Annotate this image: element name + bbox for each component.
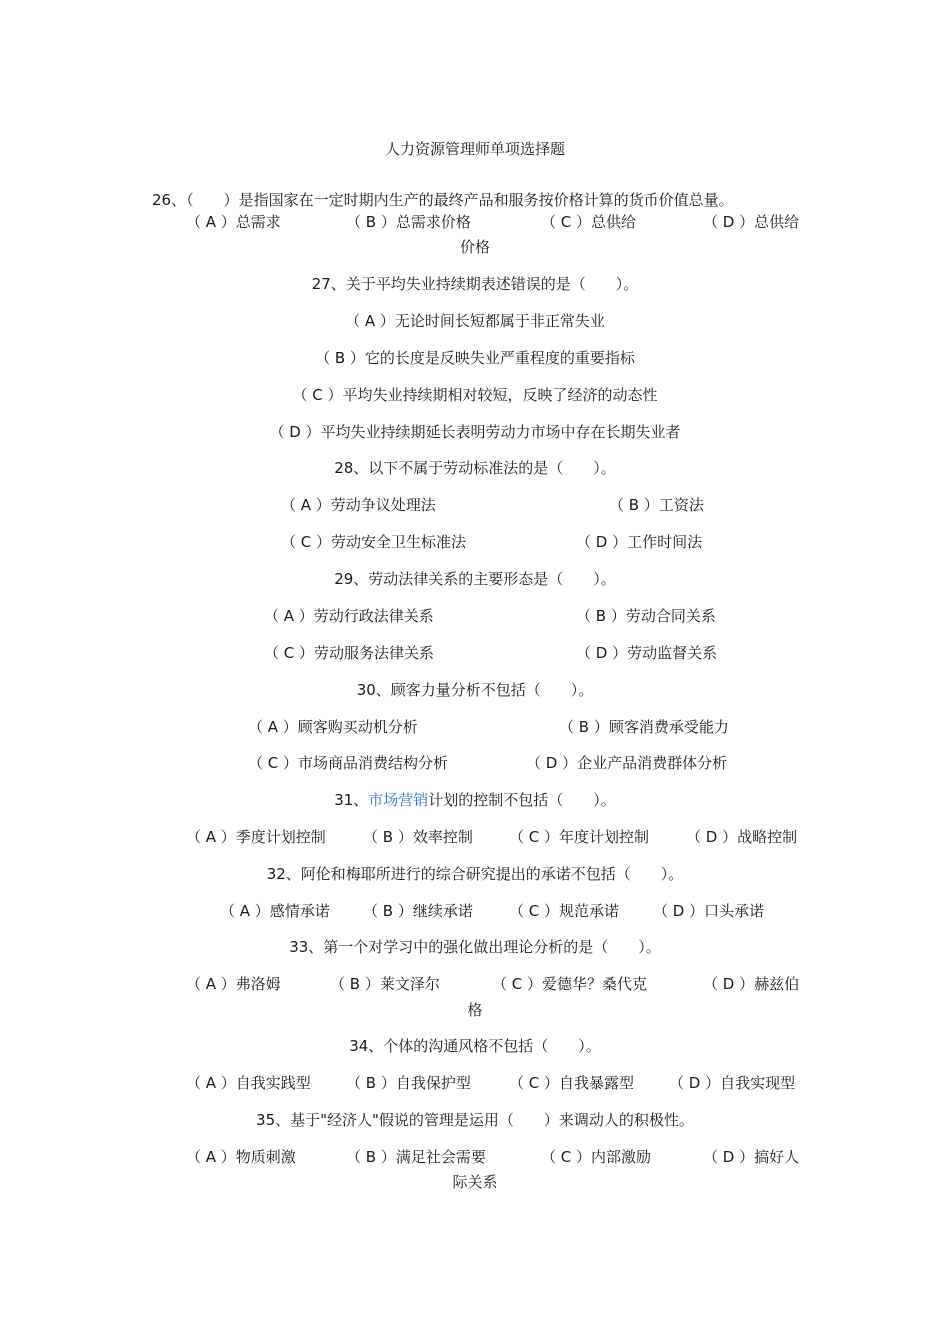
q29-option-b: （ B ）劳动合同关系 — [576, 607, 716, 625]
q32-option-d: （ D ）口头承诺 — [653, 902, 765, 920]
q26-option-a: （ A ）总需求 — [186, 213, 281, 231]
question-33-stem: 33、第一个对学习中的强化做出理论分析的是（ ）。 — [289, 938, 661, 956]
q29-option-a: （ A ）劳动行政法律关系 — [264, 607, 434, 625]
q34-option-c: （ C ）自我暴露型 — [509, 1074, 635, 1092]
q35-option-d-wrap: 际关系 — [452, 1173, 498, 1191]
q30-option-b: （ B ）顾客消费承受能力 — [559, 718, 729, 736]
q32-option-b: （ B ）继续承诺 — [363, 902, 473, 920]
q31-stem-suffix: 计划的控制不包括（ ）。 — [428, 791, 616, 809]
question-27-stem: 27、关于平均失业持续期表述错误的是（ ）。 — [311, 275, 639, 293]
q31-stem-prefix: 31、 — [334, 791, 369, 809]
q31-option-d: （ D ）战略控制 — [686, 828, 798, 846]
q33-option-d: （ D ）赫兹伯 — [703, 975, 800, 993]
question-32-stem: 32、阿伦和梅耶所进行的综合研究提出的承诺不包括（ ）。 — [266, 865, 684, 883]
q29-option-c: （ C ）劳动服务法律关系 — [264, 644, 435, 662]
q26-option-b: （ B ）总需求价格 — [346, 213, 471, 231]
q27-option-c: （ C ）平均失业持续期相对较短，反映了经济的动态性 — [292, 386, 658, 404]
question-31-stem — [0, 789, 950, 811]
q34-option-d: （ D ）自我实现型 — [669, 1074, 796, 1092]
q26-option-c: （ C ）总供给 — [541, 213, 637, 231]
q26-option-d: （ D ）总供给 — [703, 213, 800, 231]
q31-option-b: （ B ）效率控制 — [363, 828, 473, 846]
q32-option-a: （ A ）感情承诺 — [220, 902, 330, 920]
q35-option-c: （ C ）内部激励 — [541, 1148, 652, 1166]
question-34-stem: 34、个体的沟通风格不包括（ ）。 — [349, 1037, 601, 1055]
q30-option-c: （ C ）市场商品消费结构分析 — [248, 754, 449, 772]
q34-option-a: （ A ）自我实践型 — [186, 1074, 311, 1092]
q28-option-c: （ C ）劳动安全卫生标准法 — [281, 533, 467, 551]
q28-option-b: （ B ）工资法 — [609, 496, 704, 514]
q30-option-d: （ D ）企业产品消费群体分析 — [526, 754, 728, 772]
q33-option-a: （ A ）弗洛姆 — [186, 975, 281, 993]
q30-option-a: （ A ）顾客购买动机分析 — [248, 718, 418, 736]
q28-option-a: （ A ）劳动争议处理法 — [281, 496, 436, 514]
q33-option-c: （ C ）爱德华？桑代克 — [492, 975, 648, 993]
q33-option-b: （ B ）莱文泽尔 — [330, 975, 440, 993]
question-26-stem: 26、（ ）是指国家在一定时期内生产的最终产品和服务按价格计算的货币价值总量。 — [152, 191, 734, 209]
q28-option-d: （ D ）工作时间法 — [576, 533, 703, 551]
q35-option-b: （ B ）满足社会需要 — [346, 1148, 486, 1166]
q33-option-d-wrap: 格 — [467, 1001, 483, 1019]
q27-option-d: （ D ）平均失业持续期延长表明劳动力市场中存在长期失业者 — [269, 423, 681, 441]
q26-option-d-wrap: 价格 — [459, 238, 490, 256]
question-29-stem: 29、劳动法律关系的主要形态是（ ）。 — [334, 570, 616, 588]
q31-option-a: （ A ）季度计划控制 — [186, 828, 326, 846]
question-30-stem: 30、顾客力量分析不包括（ ）。 — [356, 681, 594, 699]
q34-option-b: （ B ）自我保护型 — [346, 1074, 471, 1092]
question-35-stem: 35、基于"经济人"假说的管理是运用（ ）来调动人的积极性。 — [256, 1111, 694, 1129]
document-title: 人力资源管理师单项选择题 — [384, 140, 565, 158]
q32-option-c: （ C ）规范承诺 — [509, 902, 620, 920]
marketing-link[interactable]: 市场营销 — [368, 791, 429, 809]
q35-option-d: （ D ）搞好人 — [703, 1148, 800, 1166]
q27-option-a: （ A ）无论时间长短都属于非正常失业 — [345, 312, 605, 330]
q31-option-c: （ C ）年度计划控制 — [509, 828, 650, 846]
q27-option-b: （ B ）它的长度是反映失业严重程度的重要指标 — [315, 349, 635, 367]
question-28-stem: 28、以下不属于劳动标准法的是（ ）。 — [334, 459, 616, 477]
q35-option-a: （ A ）物质刺激 — [186, 1148, 296, 1166]
q29-option-d: （ D ）劳动监督关系 — [576, 644, 718, 662]
